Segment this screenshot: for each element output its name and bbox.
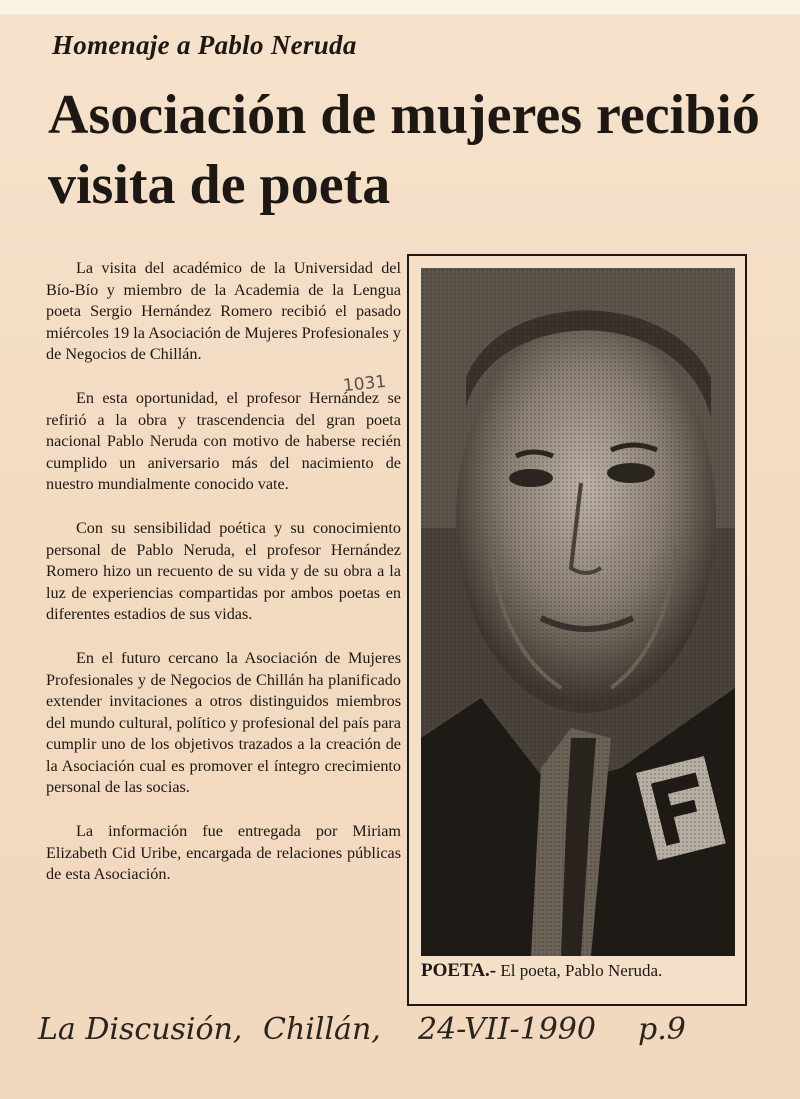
handwritten-source-note bbox=[38, 1012, 778, 1068]
handwritten-city: Chillán, bbox=[263, 1012, 381, 1047]
handwritten-page: p.9 bbox=[638, 1012, 686, 1047]
caption-label: POETA.- bbox=[421, 960, 497, 981]
paragraph-4: En el futuro cercano la Asociación de Mujeres Profesionales y de Negocios de Chillán ha planificado extender invitaciones a otros distinguidos miembros del mundo cultural, político y profesional del país para cumplir uno de los objetivos trazados a la creación de la Asociación cual es promover el íntegro crecimiento personal de las socias. bbox=[46, 648, 401, 797]
handwritten-date: 24-VII-1990 bbox=[418, 1012, 596, 1047]
paragraph-5: La información fue entregada por Miriam Elizabeth Cid Uribe, encargada de relaciones públicas de esta Asociación. bbox=[46, 822, 401, 884]
photo-caption bbox=[421, 960, 739, 982]
paragraph-1: La visita del académico de la Universidad del Bío-Bío y miembro de la Academia de la Lengua poeta Sergio Hernández Romero recibió el pasado miércoles 19 la Asociación de Mujeres Profesionales y de Negocios de Chillán. bbox=[46, 259, 401, 364]
handwritten-margin-number: 1031 bbox=[342, 371, 388, 397]
clipping-top-edge bbox=[0, 0, 800, 14]
portrait-image bbox=[421, 268, 735, 956]
photo-box bbox=[407, 254, 747, 1006]
article-body bbox=[46, 258, 401, 908]
headline: Asociación de mujeres recibió visita de poeta bbox=[48, 84, 760, 216]
paragraph-3: Con su sensibilidad poética y su conocimiento personal de Pablo Neruda, el profesor Hernández Romero hizo un recuento de su vida y de su obra a la luz de experiencias compartidas por ambos poetas en diferentes estadios de sus vidas. bbox=[46, 518, 401, 624]
handwritten-source: La Discusión, bbox=[38, 1012, 243, 1047]
section-kicker: Homenaje a Pablo Neruda bbox=[52, 30, 357, 60]
caption-text: El poeta, Pablo Neruda. bbox=[500, 961, 663, 980]
portrait-photo bbox=[421, 268, 735, 956]
paragraph-2: En esta oportunidad, el profesor Hernández se refirió a la obra y trascendencia del gran poeta nacional Pablo Neruda con motivo de haberse recién cumplido un aniversario más del nacimiento de nuestro mundialmente conocido vate. bbox=[46, 388, 401, 494]
